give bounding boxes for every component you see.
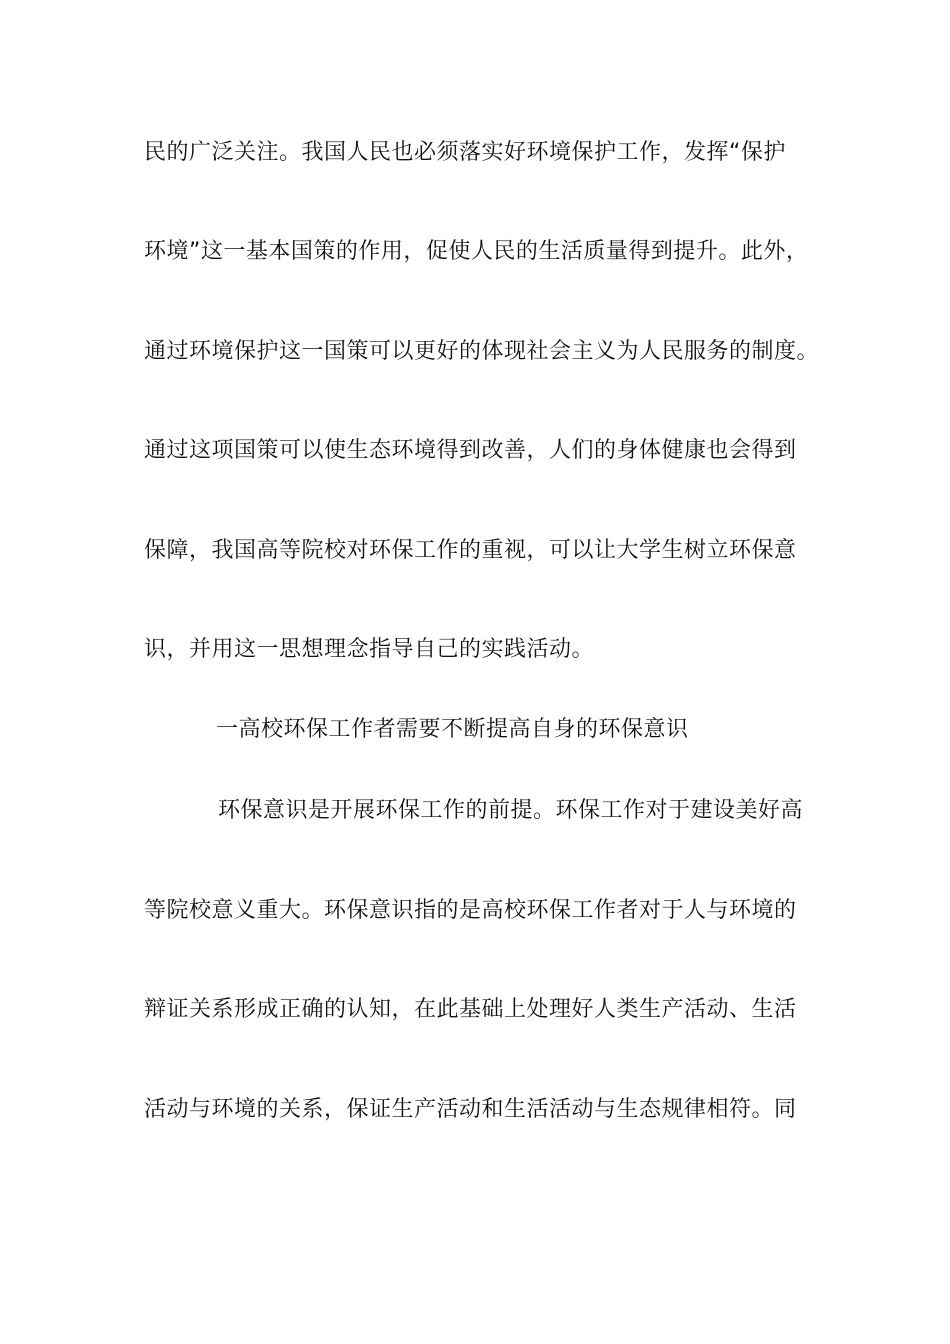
paragraph-line: 保障，我国高等院校对环保工作的重视，可以让大学生树立环保意 xyxy=(144,538,797,563)
paragraph-line: 辩证关系形成正确的认知，在此基础上处理好人类生产活动、生活 xyxy=(144,997,797,1022)
paragraph-line: 通过这项国策可以使生态环境得到改善，人们的身体健康也会得到 xyxy=(144,438,797,463)
paragraph-line: 等院校意义重大。环保意识指的是高校环保工作者对于人与环境的 xyxy=(144,898,797,923)
section-heading: 一高校环保工作者需要不断提高自身的环保意识 xyxy=(216,717,689,742)
paragraph-line: 环境”这一基本国策的作用，促使人民的生活质量得到提升。此外， xyxy=(144,239,809,264)
paragraph-line: 民的广泛关注。我国人民也必须落实好环境保护工作，发挥“保护 xyxy=(144,140,786,165)
paragraph-line: 活动与环境的关系，保证生产活动和生活活动与生态规律相符。同 xyxy=(144,1097,797,1122)
paragraph-line: 通过环境保护这一国策可以更好的体现社会主义为人民服务的制度。 xyxy=(144,339,820,364)
paragraph-line: 识，并用这一思想理念指导自己的实践活动。 xyxy=(144,637,595,662)
paragraph-line: 环保意识是开展环保工作的前提。环保工作对于建设美好高 xyxy=(218,798,804,823)
